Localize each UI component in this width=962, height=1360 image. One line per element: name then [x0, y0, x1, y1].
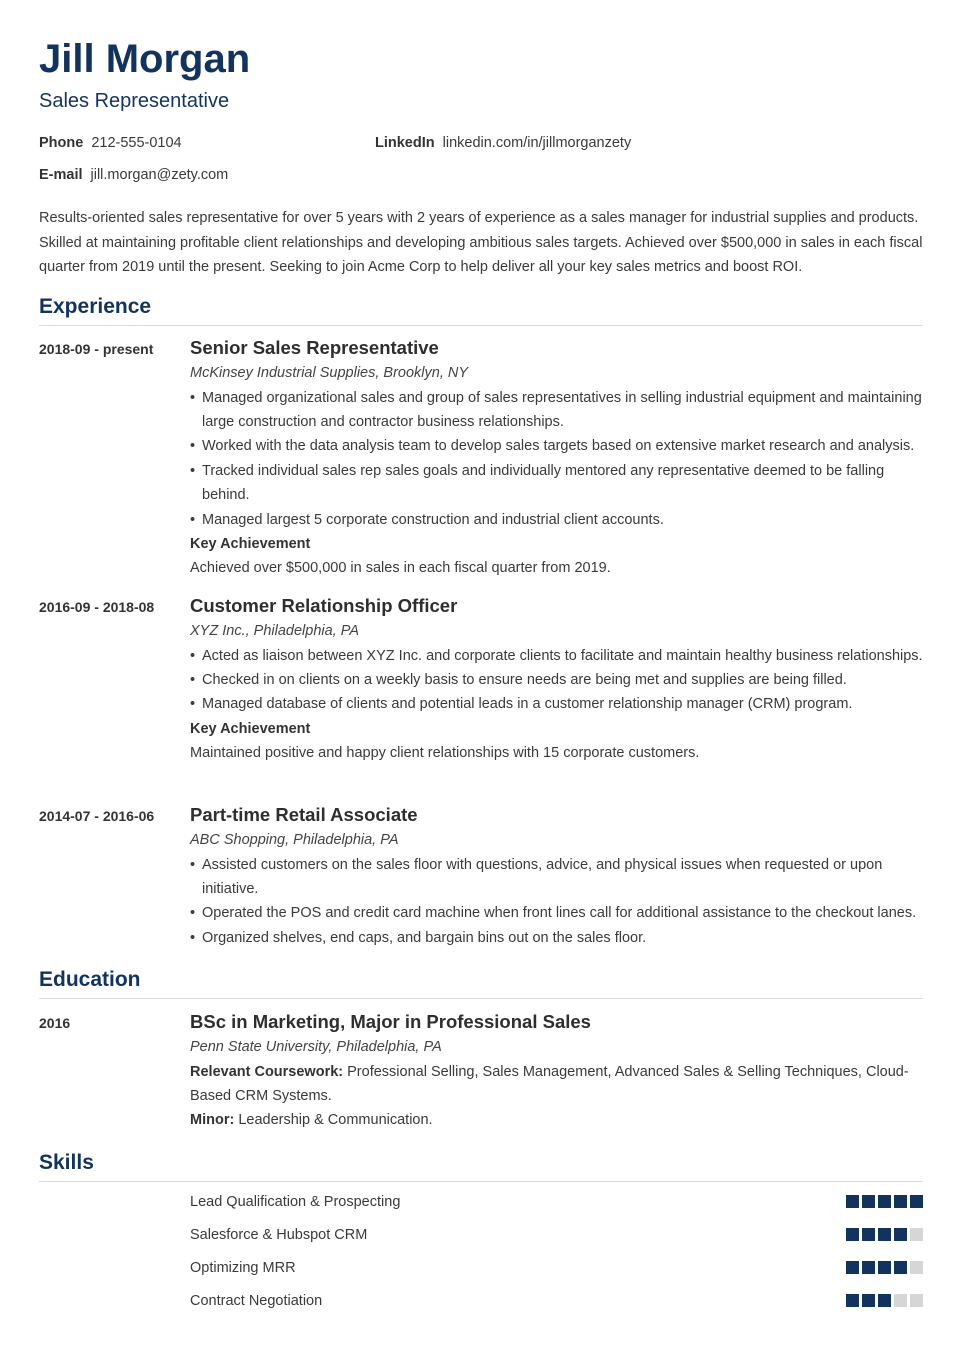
- contact-linkedin: [375, 134, 631, 152]
- job-bullet: • Assisted customers on the sales floor with questions, advice, and physical issues when requested or upon initiative.: [190, 853, 923, 902]
- job-role: Part-time Retail Associate: [190, 804, 418, 825]
- education-heading-text: Education: [39, 968, 141, 991]
- rating-square-empty: [910, 1228, 923, 1241]
- job-bullets: [190, 386, 923, 532]
- profile-summary: Results-oriented sales representative for over 5 years with 2 years of experience as a sales manager for industrial supplies and products. Skilled at maintaining profitable client relationships and developing ambitious sales targets. Achieved over $500,000 in sales in each fiscal quarter from 2019 until the present. Seeking to join Acme Corp to help deliver all your key sales metrics and boost ROI.: [39, 210, 923, 275]
- rating-square-filled: [846, 1228, 859, 1241]
- rating-square-filled: [878, 1228, 891, 1241]
- phone-value: 212-555-0104: [91, 135, 182, 151]
- rating-square-filled: [862, 1261, 875, 1274]
- rating-square-filled: [862, 1228, 875, 1241]
- email-label: E-mail: [39, 167, 83, 183]
- job-bullets: [190, 853, 923, 951]
- rating-square-filled: [846, 1195, 859, 1208]
- skill-row: [190, 1258, 923, 1278]
- rating-square-filled: [894, 1261, 907, 1274]
- job-role: Senior Sales Representative: [190, 337, 439, 358]
- rating-square-filled: [846, 1261, 859, 1274]
- job-company: ABC Shopping, Philadelphia, PA: [190, 832, 399, 848]
- skill-name: Contract Negotiation: [190, 1293, 323, 1309]
- minor: [190, 1108, 923, 1132]
- job-bullet: • Checked in on clients on a weekly basis to ensure needs are being met and supplies are being filled.: [190, 668, 923, 692]
- skill-name: Salesforce & Hubspot CRM: [190, 1227, 368, 1243]
- coursework: [190, 1060, 923, 1109]
- skill-name: Lead Qualification & Prospecting: [190, 1194, 401, 1210]
- education-heading: [39, 968, 923, 999]
- key-achievement-label: Key Achievement: [190, 535, 311, 552]
- rating-square-filled: [862, 1195, 875, 1208]
- skill-name: Optimizing MRR: [190, 1260, 296, 1276]
- rating-square-filled: [894, 1195, 907, 1208]
- experience-heading: [39, 295, 923, 326]
- rating-square-empty: [910, 1261, 923, 1274]
- job-bullet: • Organized shelves, end caps, and bargain bins out on the sales floor.: [190, 926, 923, 950]
- minor-label: Minor:: [190, 1112, 235, 1129]
- job-dates: 2016-09 - 2018-08: [39, 599, 155, 615]
- job-dates: 2014-07 - 2016-06: [39, 808, 155, 824]
- email-value[interactable]: jill.morgan@zety.com: [90, 167, 229, 183]
- skill-row: [190, 1291, 923, 1311]
- skills-heading-text: Skills: [39, 1151, 94, 1174]
- job-bullets: [190, 644, 923, 717]
- job-bullet: • Worked with the data analysis team to develop sales targets based on extensive market research and analysis.: [190, 434, 923, 458]
- phone-label: Phone: [39, 135, 84, 151]
- rating-square-filled: [846, 1294, 859, 1307]
- job-bullet: • Operated the POS and credit card machine when front lines call for additional assistance to the checkout lanes.: [190, 901, 923, 925]
- rating-square-filled: [894, 1228, 907, 1241]
- skill-rating: [846, 1228, 923, 1241]
- rating-square-filled: [878, 1294, 891, 1307]
- degree: BSc in Marketing, Major in Professional Sales: [190, 1011, 591, 1032]
- education-year: 2016: [39, 1015, 71, 1031]
- rating-square-filled: [878, 1195, 891, 1208]
- contact-email: [39, 166, 228, 184]
- rating-square-filled: [910, 1195, 923, 1208]
- job-bullet: • Managed organizational sales and group of sales representatives in selling industrial equipment and maintaining large construction and contractor business relationships.: [190, 386, 923, 435]
- rating-square-filled: [862, 1294, 875, 1307]
- experience-heading-text: Experience: [39, 295, 152, 318]
- skill-rating: [846, 1294, 923, 1307]
- job-bullet: • Acted as liaison between XYZ Inc. and corporate clients to facilitate and maintain healthy business relationships.: [190, 644, 923, 668]
- skill-rating: [846, 1261, 923, 1274]
- job-company: XYZ Inc., Philadelphia, PA: [190, 623, 359, 639]
- skill-rating: [846, 1195, 923, 1208]
- key-achievement-text: Achieved over $500,000 in sales in each fiscal quarter from 2019.: [190, 560, 611, 577]
- candidate-name: Jill Morgan: [39, 37, 251, 81]
- job-company: McKinsey Industrial Supplies, Brooklyn, NY: [190, 365, 469, 381]
- linkedin-label: LinkedIn: [375, 135, 435, 151]
- coursework-text: Professional Selling, Sales Management, Advanced Sales & Selling Techniques, Cloud-Based CRM Systems.: [190, 1063, 909, 1104]
- skills-heading: [39, 1151, 923, 1182]
- job-title: Sales Representative: [39, 90, 230, 112]
- linkedin-value[interactable]: linkedin.com/in/jillmorganzety: [442, 135, 632, 151]
- contact-phone: [39, 134, 182, 152]
- rating-square-empty: [894, 1294, 907, 1307]
- rating-square-empty: [910, 1294, 923, 1307]
- rating-square-filled: [878, 1261, 891, 1274]
- job-dates: 2018-09 - present: [39, 341, 154, 357]
- skill-row: [190, 1192, 923, 1212]
- school: Penn State University, Philadelphia, PA: [190, 1039, 442, 1055]
- skill-row: [190, 1225, 923, 1245]
- key-achievement-text: Maintained positive and happy client relationships with 15 corporate customers.: [190, 745, 700, 762]
- key-achievement-label: Key Achievement: [190, 720, 311, 737]
- coursework-label: Relevant Coursework:: [190, 1063, 344, 1080]
- job-bullet: • Managed database of clients and potential leads in a customer relationship manager (CRM) program.: [190, 692, 923, 716]
- job-bullet: • Tracked individual sales rep sales goals and individually mentored any representative deemed to be falling behind.: [190, 459, 923, 508]
- minor-text: Leadership & Communication.: [238, 1112, 433, 1129]
- job-role: Customer Relationship Officer: [190, 595, 458, 616]
- job-bullet: • Managed largest 5 corporate construction and industrial client accounts.: [190, 508, 923, 532]
